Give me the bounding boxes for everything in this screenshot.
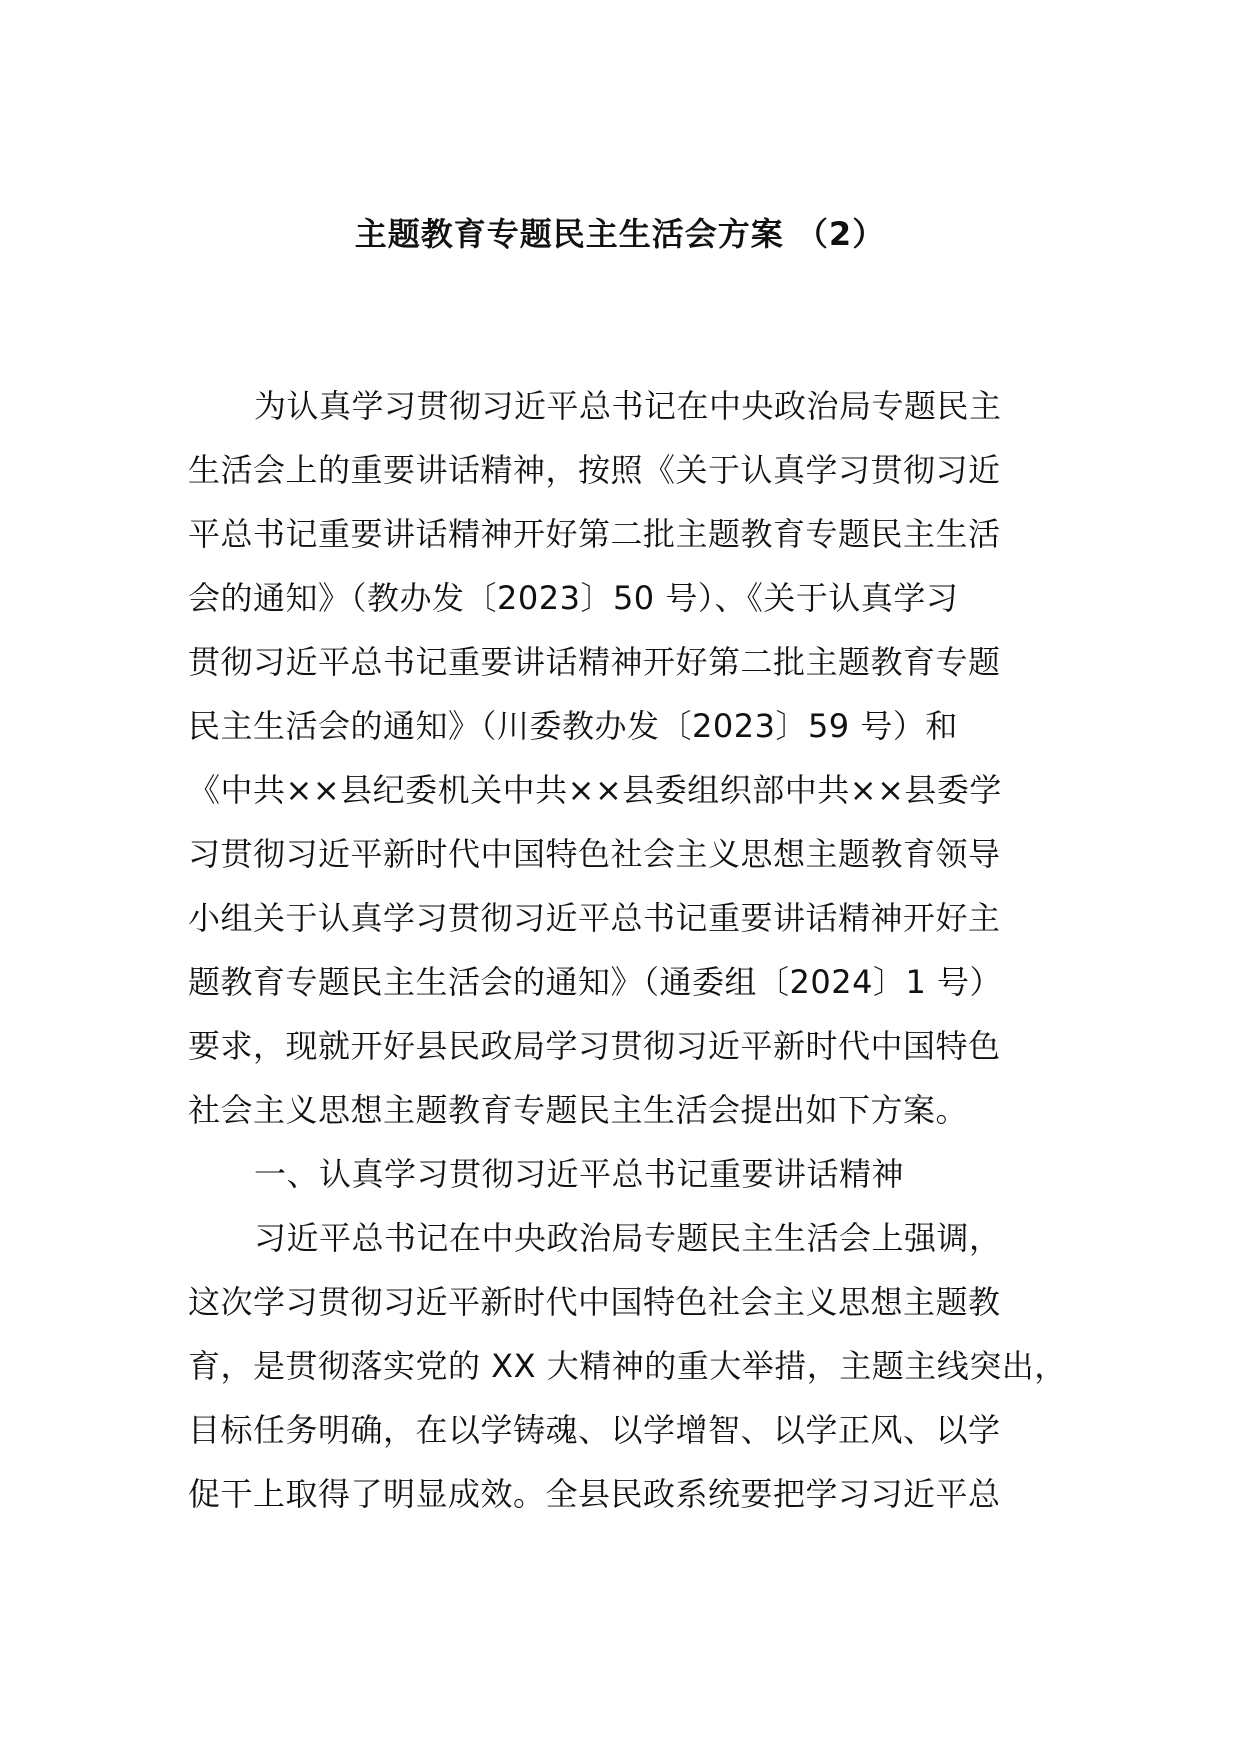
body-line: 要求，现就开好县民政局学习贯彻习近平新时代中国特色: [188, 1027, 1001, 1065]
body-line: 为认真学习贯彻习近平总书记在中央政治局专题民主: [254, 387, 1002, 425]
body-line: 这次学习贯彻习近平新时代中国特色社会主义思想主题教: [188, 1283, 1001, 1321]
body-line: 促干上取得了明显成效。全县民政系统要把学习习近平总: [188, 1475, 1001, 1513]
body-line: 民主生活会的通知》（川委教办发〔2023〕59 号）和: [188, 707, 958, 745]
document-title: 主题教育专题民主生活会方案 （2）: [354, 215, 886, 253]
document-body: [188, 374, 1078, 1526]
body-line: 小组关于认真学习贯彻习近平总书记重要讲话精神开好主: [188, 899, 1001, 937]
body-line: 《中共××县纪委机关中共××县委组织部中共××县委学: [188, 771, 1002, 809]
body-line: 平总书记重要讲话精神开好第二批主题教育专题民主生活: [188, 515, 1001, 553]
body-line: 社会主义思想主题教育专题民主生活会提出如下方案。: [188, 1091, 969, 1129]
body-line: 目标任务明确，在以学铸魂、以学增智、以学正风、以学: [188, 1411, 1001, 1449]
body-line: 生活会上的重要讲话精神，按照《关于认真学习贯彻习近: [188, 451, 1001, 489]
body-line: 题教育专题民主生活会的通知》（通委组〔2024〕1 号）: [188, 963, 1002, 1001]
body-line: 习近平总书记在中央政治局专题民主生活会上强调，: [254, 1219, 1002, 1257]
body-line: 习贯彻习近平新时代中国特色社会主义思想主题教育领导: [188, 835, 1001, 873]
body-line: 贯彻习近平总书记重要讲话精神开好第二批主题教育专题: [188, 643, 1001, 681]
section-heading: 一、认真学习贯彻习近平总书记重要讲话精神: [254, 1155, 905, 1193]
body-line: 育，是贯彻落实党的 XX 大精神的重大举措，主题主线突出，: [188, 1347, 1067, 1385]
body-line: 会的通知》（教办发〔2023〕50 号）、《关于认真学习: [188, 579, 959, 617]
